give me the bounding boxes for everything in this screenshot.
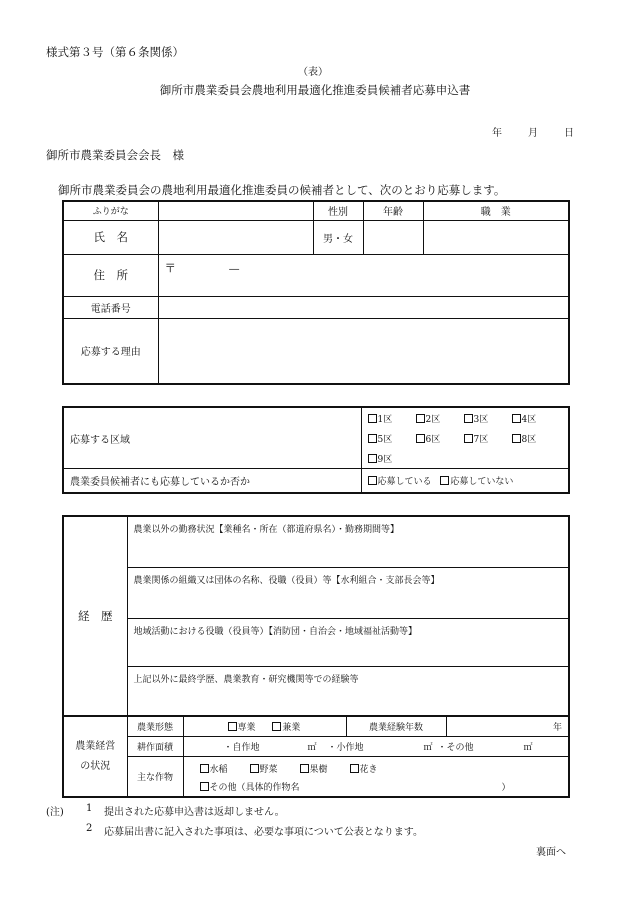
gender-label: 性別: [313, 201, 363, 220]
age-label: 年齢: [363, 201, 423, 220]
address-field[interactable]: [158, 254, 569, 296]
checkbox-icon: [464, 414, 473, 423]
checkbox-icon: [464, 434, 473, 443]
occupation-field[interactable]: [423, 220, 569, 254]
committee-label: 農業委員候補者にも応募しているか否か: [63, 469, 361, 493]
district-option[interactable]: 1区: [368, 412, 393, 425]
checkbox-icon: [300, 764, 309, 773]
checkbox-icon: [350, 764, 359, 773]
furigana-label: ふりがな: [63, 201, 158, 220]
sqm-unit: ㎡: [423, 743, 433, 753]
gender-value[interactable]: 男・女: [313, 220, 363, 254]
history-item[interactable]: 地域活動における役職（役員等）【消防団・自治会・地域福祉活動等】: [127, 618, 569, 666]
checkbox-icon: [512, 414, 521, 423]
sqm-unit: ㎡: [523, 743, 533, 753]
history-item[interactable]: 上記以外に最終学歴、農業教育・研究機関等での経験等: [127, 666, 569, 716]
date-month: 月: [528, 128, 538, 139]
checkbox-icon: [368, 414, 377, 423]
reason-field[interactable]: [158, 318, 569, 384]
phone-label: 電話番号: [63, 296, 158, 318]
checkbox-icon: [250, 764, 259, 773]
district-option[interactable]: 5区: [368, 432, 393, 445]
tenant-land-label: ・小作地: [327, 743, 364, 753]
checkbox-icon: [512, 434, 521, 443]
note-prefix: (注): [46, 807, 64, 818]
phone-field[interactable]: [158, 296, 569, 318]
page-title: 御所市農業委員会農地利用最適化推進委員候補者応募申込書: [159, 83, 471, 97]
crop-fruit-option[interactable]: 果樹: [300, 762, 328, 775]
intro-text: 御所市農業委員会の農地利用最適化推進委員の候補者として、次のとおり応募します。: [58, 183, 506, 197]
name-field[interactable]: [158, 220, 313, 254]
applicant-table: [62, 200, 570, 385]
district-option[interactable]: 2区: [416, 412, 441, 425]
district-option[interactable]: 7区: [464, 432, 489, 445]
crop-veg-option[interactable]: 野菜: [250, 762, 278, 775]
note-1: 提出された応募申込書は返却しません。: [104, 807, 285, 818]
checkbox-icon: [200, 782, 209, 791]
parttime-option[interactable]: 兼業: [272, 723, 300, 733]
district-label: 応募する区域: [63, 407, 361, 469]
checkbox-icon: [416, 414, 425, 423]
checkbox-icon: [368, 454, 377, 463]
crop-other-close: ）: [501, 782, 511, 793]
note-1-number: 1: [86, 803, 93, 814]
history-table: [62, 515, 570, 717]
history-item[interactable]: 農業以外の勤務状況【業種名・所在（都道府県名）・勤務期間等】: [127, 516, 569, 567]
name-label: 氏 名: [63, 220, 158, 254]
note-2: 応募届出書に記入された事項は、必要な事項について公表となります。: [104, 827, 423, 838]
other-land-label: ・その他: [437, 743, 474, 753]
checkbox-icon: [368, 476, 377, 485]
farm-type-options: [183, 716, 346, 736]
crops-field: [183, 756, 569, 797]
fulltime-option[interactable]: 専業: [228, 723, 256, 733]
checkbox-icon: [416, 434, 425, 443]
furigana-field[interactable]: [158, 201, 313, 220]
reason-label: 応募する理由: [63, 318, 158, 384]
form-number: 様式第３号（第６条関係）: [46, 45, 184, 59]
committee-options: [361, 469, 569, 493]
age-field[interactable]: [363, 220, 423, 254]
occupation-label: 職 業: [423, 201, 569, 220]
not-applied-option[interactable]: 応募していない: [440, 477, 513, 487]
experience-field[interactable]: 年: [446, 716, 569, 736]
checkbox-icon: [228, 722, 237, 731]
area-label: 耕作面積: [127, 736, 183, 756]
district-table: [62, 406, 570, 494]
checkbox-icon: [368, 434, 377, 443]
district-option[interactable]: 3区: [464, 412, 489, 425]
checkbox-icon: [200, 764, 209, 773]
postal-mark: 〒: [164, 260, 176, 275]
form-side: （表）: [298, 67, 328, 78]
address-label: 住 所: [63, 254, 158, 296]
district-option[interactable]: 9区: [368, 452, 393, 465]
applied-option[interactable]: 応募している: [368, 477, 432, 487]
farm-type-label: 農業形態: [127, 716, 183, 736]
farming-table: [62, 715, 570, 798]
history-item[interactable]: 農業関係の組織又は団体の名称、役職（役員）等【水利組合・支部長会等】: [127, 567, 569, 618]
addressee: 御所市農業委員会会長 様: [46, 148, 184, 162]
farming-label: 農業経営 の状況: [63, 716, 127, 797]
date-year: 年: [492, 128, 502, 139]
district-options: [361, 407, 569, 469]
continue-back-label: 裏面へ: [536, 847, 566, 858]
checkbox-icon: [440, 476, 449, 485]
area-field[interactable]: [183, 736, 569, 756]
district-option[interactable]: 6区: [416, 432, 441, 445]
date-day: 日: [564, 128, 574, 139]
checkbox-icon: [272, 722, 281, 731]
crop-other-option[interactable]: その他（具体的作物名: [200, 780, 300, 793]
postal-dash: ―: [229, 263, 240, 275]
district-option[interactable]: 4区: [512, 412, 537, 425]
crop-flower-option[interactable]: 花き: [350, 762, 378, 775]
history-label: 経 歴: [63, 516, 127, 716]
district-option[interactable]: 8区: [512, 432, 537, 445]
own-land-label: ・自作地: [223, 743, 260, 753]
crop-rice-option[interactable]: 水稲: [200, 762, 228, 775]
note-2-number: 2: [86, 823, 93, 834]
crops-label: 主な作物: [127, 756, 183, 797]
sqm-unit: ㎡: [307, 743, 317, 753]
experience-label: 農業経験年数: [346, 716, 446, 736]
